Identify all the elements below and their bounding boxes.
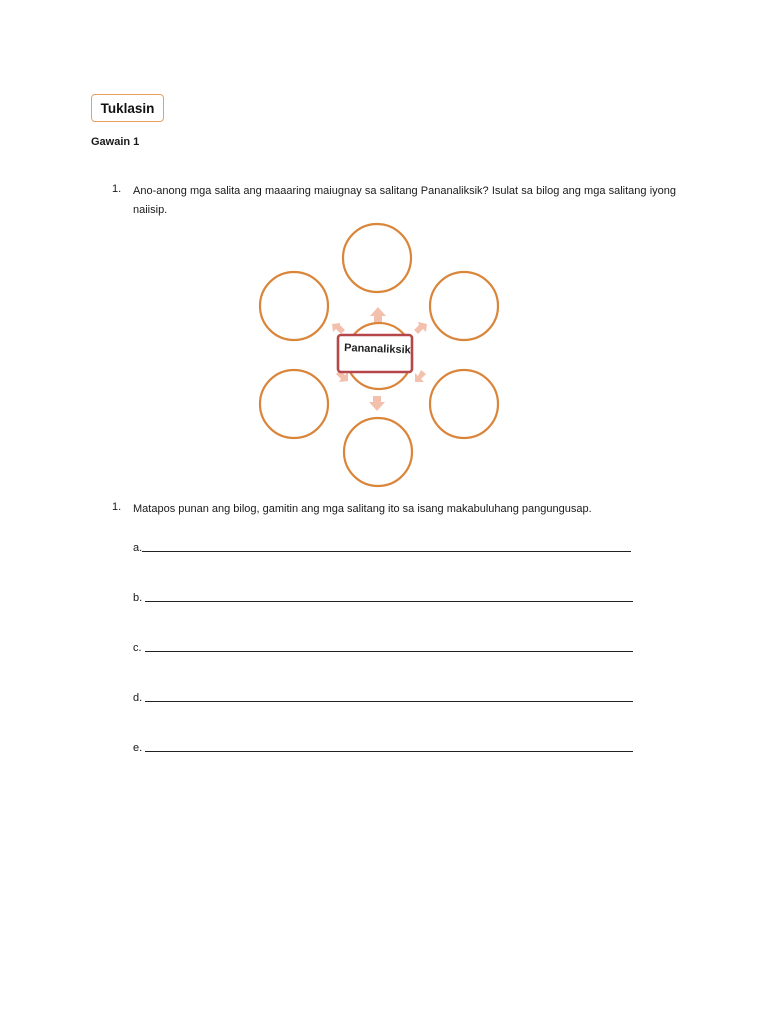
question-1-text: Ano-anong mga salita ang maaaring maiugnay sa salitang Pananaliksik? Isulat sa bilog ang mga salitang iyong naiisip. bbox=[133, 185, 676, 216]
answer-circle-upper-right[interactable] bbox=[430, 272, 498, 340]
section-title: Tuklasin bbox=[100, 100, 155, 116]
answer-circle-upper-left[interactable] bbox=[260, 272, 328, 340]
question-2-text: Matapos punan ang bilog, gamitin ang mga salitang ito sa isang makabuluhang pangungusap. bbox=[133, 503, 592, 515]
answer-label-d: d. bbox=[133, 692, 146, 704]
activity-title: Gawain 1 bbox=[91, 136, 140, 148]
answer-blank-a[interactable] bbox=[142, 551, 631, 552]
answer-blank-e[interactable] bbox=[145, 751, 633, 752]
arrow-upper-left-icon bbox=[332, 323, 345, 334]
answer-line-d[interactable] bbox=[133, 692, 633, 704]
arrow-upper-right-icon bbox=[414, 322, 427, 334]
answer-line-a[interactable] bbox=[133, 542, 631, 554]
center-label: Pananaliksik bbox=[343, 342, 411, 357]
answer-circle-top[interactable] bbox=[343, 224, 411, 292]
arrow-up-icon bbox=[370, 307, 386, 322]
answer-line-e[interactable] bbox=[133, 742, 633, 754]
answer-label-b: b. bbox=[133, 592, 146, 604]
question-2-number: 1. bbox=[112, 501, 122, 513]
answer-blank-d[interactable] bbox=[145, 701, 633, 702]
section-title-box bbox=[91, 94, 164, 122]
answer-circle-lower-right[interactable] bbox=[430, 370, 498, 438]
answer-blank-c[interactable] bbox=[145, 651, 633, 652]
arrow-lower-right-icon bbox=[415, 370, 426, 382]
answer-circle-lower-left[interactable] bbox=[260, 370, 328, 438]
answer-line-c[interactable] bbox=[133, 642, 633, 654]
answer-circle-bottom[interactable] bbox=[344, 418, 412, 486]
arrow-down-icon bbox=[369, 396, 385, 411]
answer-blank-b[interactable] bbox=[145, 601, 633, 602]
question-1-number: 1. bbox=[112, 183, 122, 195]
answer-label-e: e. bbox=[133, 742, 146, 754]
answer-line-b[interactable] bbox=[133, 592, 633, 604]
answer-label-a: a. bbox=[133, 542, 143, 554]
word-web-diagram bbox=[250, 216, 510, 492]
answer-label-c: c. bbox=[133, 642, 145, 654]
